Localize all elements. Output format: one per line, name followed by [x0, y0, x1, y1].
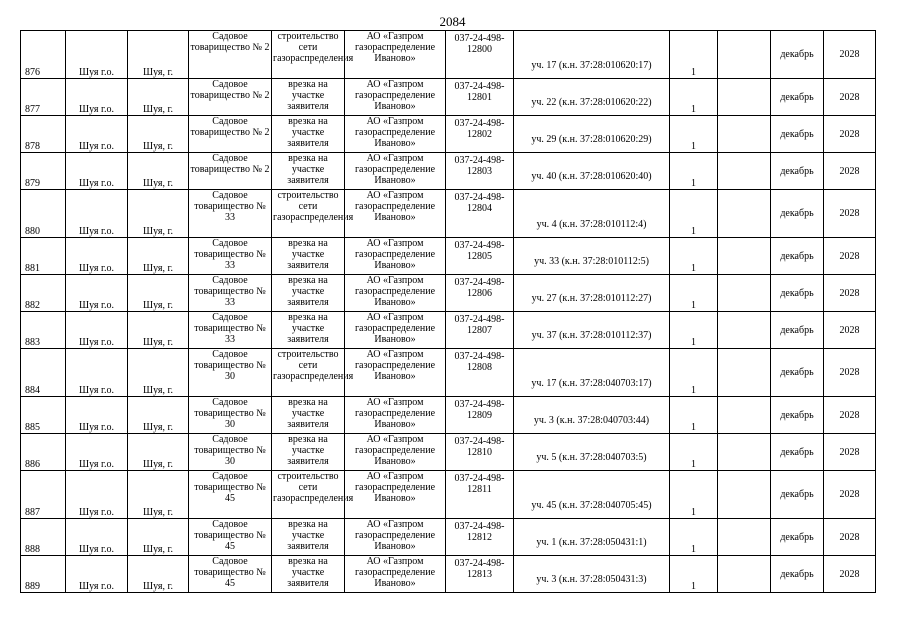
object-cell: уч. 40 (к.н. 37:28:010620:40) [514, 153, 670, 190]
application-code-cell: 037-24-498-12806 [446, 275, 514, 312]
settlement-cell: Шуя, г. [128, 238, 189, 275]
application-code-cell: 037-24-498-12812 [446, 519, 514, 556]
organization-cell: АО «Газпром газораспределение Иваново» [345, 238, 446, 275]
table-row [21, 349, 876, 397]
work-type-cell: строительство сети газораспределения [272, 31, 345, 79]
empty-cell [718, 312, 771, 349]
empty-cell [718, 79, 771, 116]
district-cell: Шуя г.о. [66, 153, 128, 190]
object-cell: уч. 27 (к.н. 37:28:010112:27) [514, 275, 670, 312]
settlement-cell: Шуя, г. [128, 397, 189, 434]
organization-cell: АО «Газпром газораспределение Иваново» [345, 434, 446, 471]
month-cell: декабрь [771, 116, 824, 153]
quantity-cell: 1 [670, 556, 718, 593]
organization-cell: АО «Газпром газораспределение Иваново» [345, 519, 446, 556]
partnership-cell: Садовое товарищество № 30 [189, 397, 272, 434]
row-number: 884 [21, 349, 66, 397]
district-cell: Шуя г.о. [66, 116, 128, 153]
object-cell: уч. 17 (к.н. 37:28:040703:17) [514, 349, 670, 397]
table-row [21, 519, 876, 556]
object-cell: уч. 5 (к.н. 37:28:040703:5) [514, 434, 670, 471]
month-cell: декабрь [771, 275, 824, 312]
quantity-cell: 1 [670, 397, 718, 434]
table-row [21, 434, 876, 471]
row-number: 888 [21, 519, 66, 556]
empty-cell [718, 397, 771, 434]
application-code-cell: 037-24-498-12804 [446, 190, 514, 238]
quantity-cell: 1 [670, 519, 718, 556]
settlement-cell: Шуя, г. [128, 190, 189, 238]
quantity-cell: 1 [670, 312, 718, 349]
application-code-cell: 037-24-498-12801 [446, 79, 514, 116]
object-cell: уч. 33 (к.н. 37:28:010112:5) [514, 238, 670, 275]
district-cell: Шуя г.о. [66, 238, 128, 275]
application-code-cell: 037-24-498-12813 [446, 556, 514, 593]
row-number: 883 [21, 312, 66, 349]
table-row [21, 116, 876, 153]
district-cell: Шуя г.о. [66, 190, 128, 238]
work-type-cell: врезка на участке заявителя [272, 238, 345, 275]
row-number: 885 [21, 397, 66, 434]
quantity-cell: 1 [670, 153, 718, 190]
row-number: 889 [21, 556, 66, 593]
table-row [21, 471, 876, 519]
application-code-cell: 037-24-498-12803 [446, 153, 514, 190]
object-cell: уч. 17 (к.н. 37:28:010620:17) [514, 31, 670, 79]
work-type-cell: врезка на участке заявителя [272, 434, 345, 471]
empty-cell [718, 556, 771, 593]
table-row [21, 312, 876, 349]
quantity-cell: 1 [670, 238, 718, 275]
partnership-cell: Садовое товарищество № 30 [189, 349, 272, 397]
quantity-cell: 1 [670, 116, 718, 153]
year-cell: 2028 [824, 519, 876, 556]
partnership-cell: Садовое товарищество № 2 [189, 79, 272, 116]
empty-cell [718, 471, 771, 519]
table-row [21, 31, 876, 79]
object-cell: уч. 45 (к.н. 37:28:040705:45) [514, 471, 670, 519]
organization-cell: АО «Газпром газораспределение Иваново» [345, 312, 446, 349]
partnership-cell: Садовое товарищество № 33 [189, 275, 272, 312]
year-cell: 2028 [824, 471, 876, 519]
quantity-cell: 1 [670, 275, 718, 312]
month-cell: декабрь [771, 31, 824, 79]
work-type-cell: строительство сети газораспределения [272, 349, 345, 397]
year-cell: 2028 [824, 275, 876, 312]
work-type-cell: врезка на участке заявителя [272, 397, 345, 434]
empty-cell [718, 519, 771, 556]
work-type-cell: врезка на участке заявителя [272, 556, 345, 593]
month-cell: декабрь [771, 397, 824, 434]
application-code-cell: 037-24-498-12802 [446, 116, 514, 153]
row-number: 879 [21, 153, 66, 190]
settlement-cell: Шуя, г. [128, 556, 189, 593]
year-cell: 2028 [824, 349, 876, 397]
object-cell: уч. 22 (к.н. 37:28:010620:22) [514, 79, 670, 116]
gas-connection-table [20, 30, 876, 593]
table-row [21, 190, 876, 238]
empty-cell [718, 434, 771, 471]
quantity-cell: 1 [670, 79, 718, 116]
table-row [21, 79, 876, 116]
quantity-cell: 1 [670, 190, 718, 238]
partnership-cell: Садовое товарищество № 2 [189, 116, 272, 153]
application-code-cell: 037-24-498-12810 [446, 434, 514, 471]
application-code-cell: 037-24-498-12805 [446, 238, 514, 275]
settlement-cell: Шуя, г. [128, 275, 189, 312]
district-cell: Шуя г.о. [66, 312, 128, 349]
row-number: 882 [21, 275, 66, 312]
year-cell: 2028 [824, 556, 876, 593]
object-cell: уч. 3 (к.н. 37:28:040703:44) [514, 397, 670, 434]
work-type-cell: врезка на участке заявителя [272, 79, 345, 116]
quantity-cell: 1 [670, 471, 718, 519]
partnership-cell: Садовое товарищество № 45 [189, 519, 272, 556]
empty-cell [718, 116, 771, 153]
row-number: 876 [21, 31, 66, 79]
organization-cell: АО «Газпром газораспределение Иваново» [345, 397, 446, 434]
quantity-cell: 1 [670, 31, 718, 79]
work-type-cell: врезка на участке заявителя [272, 116, 345, 153]
partnership-cell: Садовое товарищество № 2 [189, 31, 272, 79]
work-type-cell: строительство сети газораспределения [272, 190, 345, 238]
work-type-cell: врезка на участке заявителя [272, 312, 345, 349]
partnership-cell: Садовое товарищество № 33 [189, 312, 272, 349]
object-cell: уч. 4 (к.н. 37:28:010112:4) [514, 190, 670, 238]
district-cell: Шуя г.о. [66, 471, 128, 519]
object-cell: уч. 37 (к.н. 37:28:010112:37) [514, 312, 670, 349]
application-code-cell: 037-24-498-12809 [446, 397, 514, 434]
row-number: 886 [21, 434, 66, 471]
work-type-cell: врезка на участке заявителя [272, 153, 345, 190]
settlement-cell: Шуя, г. [128, 349, 189, 397]
row-number: 878 [21, 116, 66, 153]
year-cell: 2028 [824, 79, 876, 116]
district-cell: Шуя г.о. [66, 397, 128, 434]
application-code-cell: 037-24-498-12807 [446, 312, 514, 349]
district-cell: Шуя г.о. [66, 275, 128, 312]
table-row [21, 153, 876, 190]
row-number: 877 [21, 79, 66, 116]
month-cell: декабрь [771, 519, 824, 556]
object-cell: уч. 3 (к.н. 37:28:050431:3) [514, 556, 670, 593]
settlement-cell: Шуя, г. [128, 153, 189, 190]
month-cell: декабрь [771, 434, 824, 471]
district-cell: Шуя г.о. [66, 519, 128, 556]
organization-cell: АО «Газпром газораспределение Иваново» [345, 190, 446, 238]
row-number: 887 [21, 471, 66, 519]
month-cell: декабрь [771, 556, 824, 593]
partnership-cell: Садовое товарищество № 45 [189, 471, 272, 519]
organization-cell: АО «Газпром газораспределение Иваново» [345, 349, 446, 397]
row-number: 880 [21, 190, 66, 238]
month-cell: декабрь [771, 349, 824, 397]
settlement-cell: Шуя, г. [128, 116, 189, 153]
empty-cell [718, 238, 771, 275]
year-cell: 2028 [824, 190, 876, 238]
year-cell: 2028 [824, 116, 876, 153]
month-cell: декабрь [771, 471, 824, 519]
partnership-cell: Садовое товарищество № 33 [189, 238, 272, 275]
table-row [21, 556, 876, 593]
quantity-cell: 1 [670, 434, 718, 471]
partnership-cell: Садовое товарищество № 45 [189, 556, 272, 593]
settlement-cell: Шуя, г. [128, 31, 189, 79]
organization-cell: АО «Газпром газораспределение Иваново» [345, 116, 446, 153]
empty-cell [718, 275, 771, 312]
partnership-cell: Садовое товарищество № 30 [189, 434, 272, 471]
district-cell: Шуя г.о. [66, 79, 128, 116]
settlement-cell: Шуя, г. [128, 434, 189, 471]
organization-cell: АО «Газпром газораспределение Иваново» [345, 153, 446, 190]
district-cell: Шуя г.о. [66, 349, 128, 397]
settlement-cell: Шуя, г. [128, 471, 189, 519]
district-cell: Шуя г.о. [66, 434, 128, 471]
empty-cell [718, 190, 771, 238]
settlement-cell: Шуя, г. [128, 79, 189, 116]
row-number: 881 [21, 238, 66, 275]
page-number: 2084 [439, 14, 466, 29]
object-cell: уч. 29 (к.н. 37:28:010620:29) [514, 116, 670, 153]
year-cell: 2028 [824, 31, 876, 79]
table-row [21, 275, 876, 312]
month-cell: декабрь [771, 190, 824, 238]
empty-cell [718, 31, 771, 79]
month-cell: декабрь [771, 238, 824, 275]
work-type-cell: строительство сети газораспределения [272, 471, 345, 519]
organization-cell: АО «Газпром газораспределение Иваново» [345, 31, 446, 79]
organization-cell: АО «Газпром газораспределение Иваново» [345, 471, 446, 519]
organization-cell: АО «Газпром газораспределение Иваново» [345, 556, 446, 593]
table-row [21, 238, 876, 275]
table-row [21, 397, 876, 434]
work-type-cell: врезка на участке заявителя [272, 519, 345, 556]
month-cell: декабрь [771, 153, 824, 190]
object-cell: уч. 1 (к.н. 37:28:050431:1) [514, 519, 670, 556]
partnership-cell: Садовое товарищество № 33 [189, 190, 272, 238]
year-cell: 2028 [824, 434, 876, 471]
organization-cell: АО «Газпром газораспределение Иваново» [345, 79, 446, 116]
organization-cell: АО «Газпром газораспределение Иваново» [345, 275, 446, 312]
district-cell: Шуя г.о. [66, 31, 128, 79]
district-cell: Шуя г.о. [66, 556, 128, 593]
quantity-cell: 1 [670, 349, 718, 397]
month-cell: декабрь [771, 79, 824, 116]
partnership-cell: Садовое товарищество № 2 [189, 153, 272, 190]
empty-cell [718, 349, 771, 397]
application-code-cell: 037-24-498-12800 [446, 31, 514, 79]
year-cell: 2028 [824, 153, 876, 190]
settlement-cell: Шуя, г. [128, 519, 189, 556]
work-type-cell: врезка на участке заявителя [272, 275, 345, 312]
application-code-cell: 037-24-498-12808 [446, 349, 514, 397]
settlement-cell: Шуя, г. [128, 312, 189, 349]
application-code-cell: 037-24-498-12811 [446, 471, 514, 519]
year-cell: 2028 [824, 312, 876, 349]
empty-cell [718, 153, 771, 190]
month-cell: декабрь [771, 312, 824, 349]
year-cell: 2028 [824, 238, 876, 275]
year-cell: 2028 [824, 397, 876, 434]
